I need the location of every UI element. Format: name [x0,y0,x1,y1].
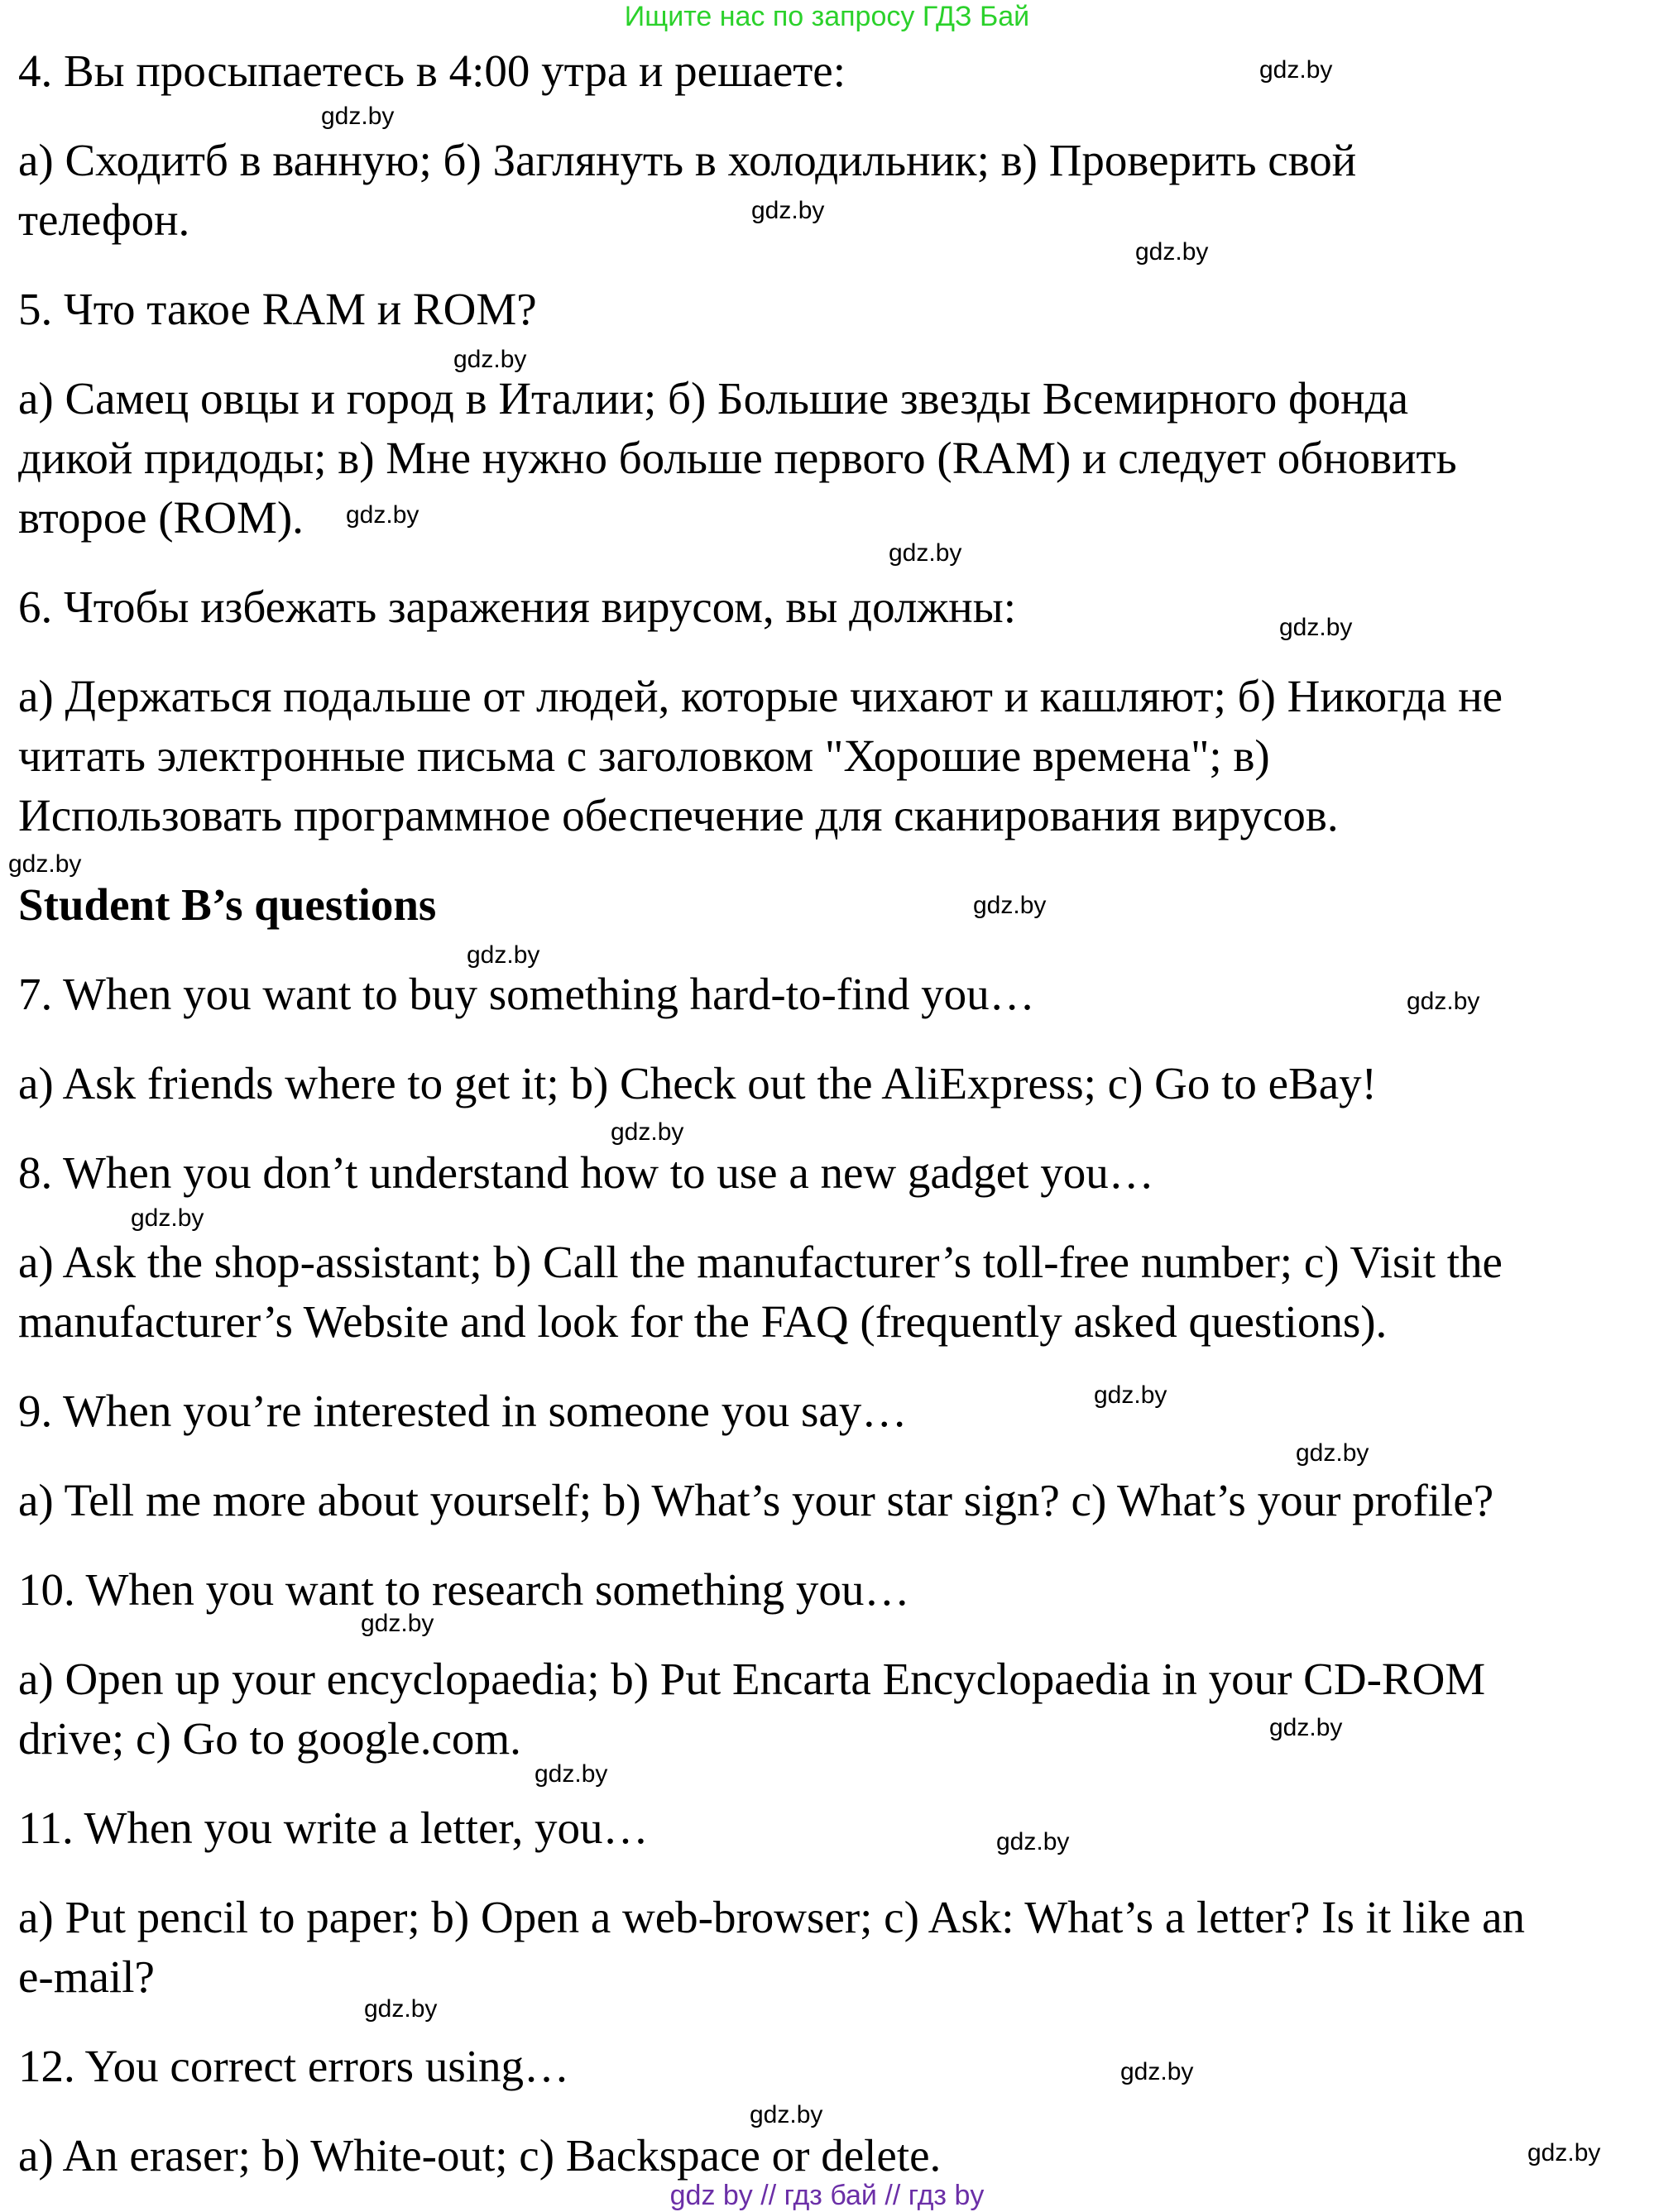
answer-4-line-1: а) Сходитб в ванную; б) Заглянуть в холодильник; в) Проверить свой [18,135,1357,185]
question-6: 6. Чтобы избежать заражения вирусом, вы должны: [18,582,1016,632]
watermark: gdz.by [364,1995,438,2023]
answer-8-line-2: manufacturer’s Website and look for the FAQ (frequently asked questions). [18,1296,1388,1347]
answer-5-line-3: второе (ROM). [18,492,304,543]
answer-8-line-1: a) Ask the shop-assistant; b) Call the manufacturer’s toll-free number; c) Visit the [18,1237,1503,1287]
footer-links[interactable]: gdz by // гдз бай // гдз by [669,2180,985,2211]
watermark: gdz.by [750,2101,823,2128]
watermark: gdz.by [889,539,962,567]
answer-11-line-2: e-mail? [18,1951,155,2002]
watermark: gdz.by [361,1610,434,1637]
watermark: gdz.by [346,501,419,529]
watermark: gdz.by [1135,238,1209,266]
answer-4-line-2: телефон. [18,194,190,245]
watermark: gdz.by [611,1118,684,1146]
question-8: 8. When you don’t understand how to use a new gadget you… [18,1147,1154,1198]
answer-10-line-2: drive; c) Go to google.com. [18,1713,521,1764]
answer-6-line-3: Использовать программное обеспечение для сканирования вирусов. [18,790,1339,840]
watermark: gdz.by [321,103,395,130]
question-7: 7. When you want to buy something hard-to-find you… [18,969,1035,1019]
answer-11-line-1: a) Put pencil to paper; b) Open a web-browser; c) Ask: What’s a letter? Is it like an [18,1892,1526,1942]
answer-6-line-2: читать электронные письма с заголовком "Хорошие времена"; в) [18,730,1270,781]
watermark: gdz.by [535,1760,608,1788]
watermark: gdz.by [1527,2139,1601,2167]
answer-9-line-1: a) Tell me more about yourself; b) What’s your star sign? c) What’s your profile? [18,1475,1494,1525]
question-9: 9. When you’re interested in someone you say… [18,1386,908,1436]
watermark: gdz.by [996,1828,1070,1855]
watermark: gdz.by [1259,56,1333,84]
question-4: 4. Вы просыпаетесь в 4:00 утра и решаете: [18,45,846,96]
watermark: gdz.by [751,197,825,224]
answer-5-line-2: дикой придоды; в) Мне нужно больше первого (RAM) и следует обновить [18,433,1457,483]
question-11: 11. When you write a letter, you… [18,1803,649,1853]
watermark: gdz.by [1120,2058,1194,2085]
document-body [18,41,1652,2186]
watermark: gdz.by [1407,988,1480,1015]
answer-6-line-1: а) Держаться подальше от людей, которые чихают и кашляют; б) Никогда не [18,671,1503,721]
answer-7-line-1: a) Ask friends where to get it; b) Check out the AliExpress; c) Go to eBay! [18,1058,1377,1108]
watermark: gdz.by [1296,1439,1369,1467]
watermark: gdz.by [467,941,540,969]
watermark: gdz.by [8,850,82,878]
question-5: 5. Что такое RAM и ROM? [18,284,537,334]
watermark: gdz.by [973,892,1047,919]
watermark: gdz.by [1269,1714,1343,1741]
question-12: 12. You correct errors using… [18,2041,570,2091]
watermark: gdz.by [453,346,527,373]
answer-5-line-1: а) Самец овцы и город в Италии; б) Большие звезды Всемирного фонда [18,373,1408,424]
answer-10-line-1: a) Open up your encyclopaedia; b) Put Encarta Encyclopaedia in your CD-ROM [18,1654,1486,1704]
watermark: gdz.by [1094,1381,1167,1409]
answer-12-line-1: a) An eraser; b) White-out; c) Backspace or delete. [18,2130,942,2181]
site-search-hint: Ищите нас по запросу ГДЗ Бай [624,1,1030,32]
watermark: gdz.by [131,1204,204,1232]
question-10: 10. When you want to research something you… [18,1564,910,1615]
watermark: gdz.by [1279,614,1353,641]
section-title: Student B’s questions [18,879,437,930]
